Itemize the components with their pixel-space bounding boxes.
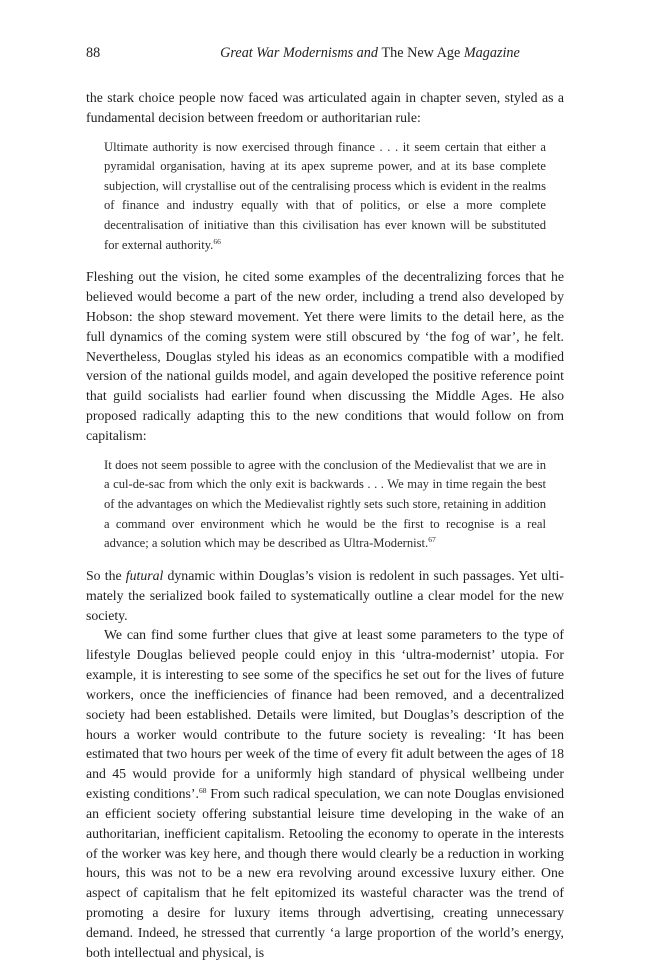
block-quote-1 — [104, 138, 546, 256]
block-quote-2-text: It does not seem possible to agree with the conclusion of the Medievalist that we are in a cul-de-sac from which the only exit is backwards . . . We may in time regain the best of the advantages on which the Medievalist rightly sets such store, retaining in addition a command over environment which he would be the first to recognise is a real advance; a solution which may be described as Ultra-Modernist. — [104, 457, 546, 551]
paragraph-further-clues-b: From such radical speculation, we can note Douglas envisioned an efficient society offering substantial leisure time developing in the wake of an authoritarian, inefficient capitalism. Retooling the economy to operate in the interests of the worker was key here, and though there would clearly be a reduction in working hours, this was not to be a new era revolving around excessive luxury either. One aspect of capitalism that he felt epitomized its wasteful character was the trend of promoting a desire for luxury items through advertising, creating unnecessary demand. Indeed, he stressed that currently ‘a large proportion of the world’s energy, both intellectual and physical, is — [86, 786, 564, 960]
footnote-ref-67: 67 — [428, 535, 436, 545]
paragraph-further-clues — [86, 625, 564, 962]
footnote-ref-68: 68 — [198, 786, 207, 796]
running-head-part2: The New Age — [381, 45, 461, 61]
running-head-part3: Magazine — [460, 45, 520, 61]
paragraph-futural-pre: So the — [86, 567, 126, 583]
paragraph-fleshing-out: Fleshing out the vision, he cited some examples of the decentralizing forces that he believed would become a part of the new order, including a trend also developed by Hobson: the shop steward movement. Yet there were limits to the detail here, as the full dynamics of the coming system were still obscured by ‘the fog of war’, he felt. Nevertheless, Douglas styled his ideas as an economics compatible with a modified version of the national guilds model, and again developed the positive reference point that guild socialists had earlier found when discussing the Middle Ages. He also proposed radically adapting this to the new conditions that would follow on from capitalism: — [86, 269, 564, 443]
page-header — [86, 45, 564, 65]
page-number: 88 — [86, 45, 101, 61]
paragraph-futural-post: dynamic within Douglas’s vision is redolent in such passages. Yet ultimately the serialized book failed to systematically outline a clear model for the new society. — [86, 567, 564, 623]
paragraph-further-clues-a: We can find some further clues that give at least some parameters to the type of lifestyle Douglas believed people could enjoy in this ‘ultra-modernist’ utopia. For example, it is interesting to see some of the specifics he set out for the lives of future workers, once the inefficiencies of finance had been removed, and a decentralized society had been established. Details were limited, but Douglas’s description of the hours a worker would contribute to the future society is revealing: ‘It has been estimated that two hours per week of the time of every fit adult between the ages of 18 and 45 would provide for a uniformly high standard of physical wellbeing under existing conditions’. — [86, 627, 564, 802]
paragraph-intro: the stark choice people now faced was articulated again in chapter seven, styled as a fundamental decision between freedom or authoritarian rule: — [86, 90, 564, 125]
block-quote-1-text: Ultimate authority is now exercised through finance . . . it seem certain that either a pyramidal organisation, having at its apex supreme power, and at its base complete subjection, will crystallise out of the centralising process which is evident in the realms of finance and industry equally with that of politics, or else a more complete decentralisation of initiative than this civilisation has ever known will be substituted for external authority. — [104, 139, 546, 252]
paragraph-futural — [86, 566, 564, 626]
running-head-part1: Great War Modernisms and — [220, 45, 382, 61]
emphasis-futural: futural — [125, 567, 164, 583]
footnote-ref-66: 66 — [213, 236, 221, 246]
page-body — [86, 88, 564, 963]
block-quote-2 — [104, 456, 546, 554]
running-head — [176, 45, 564, 62]
